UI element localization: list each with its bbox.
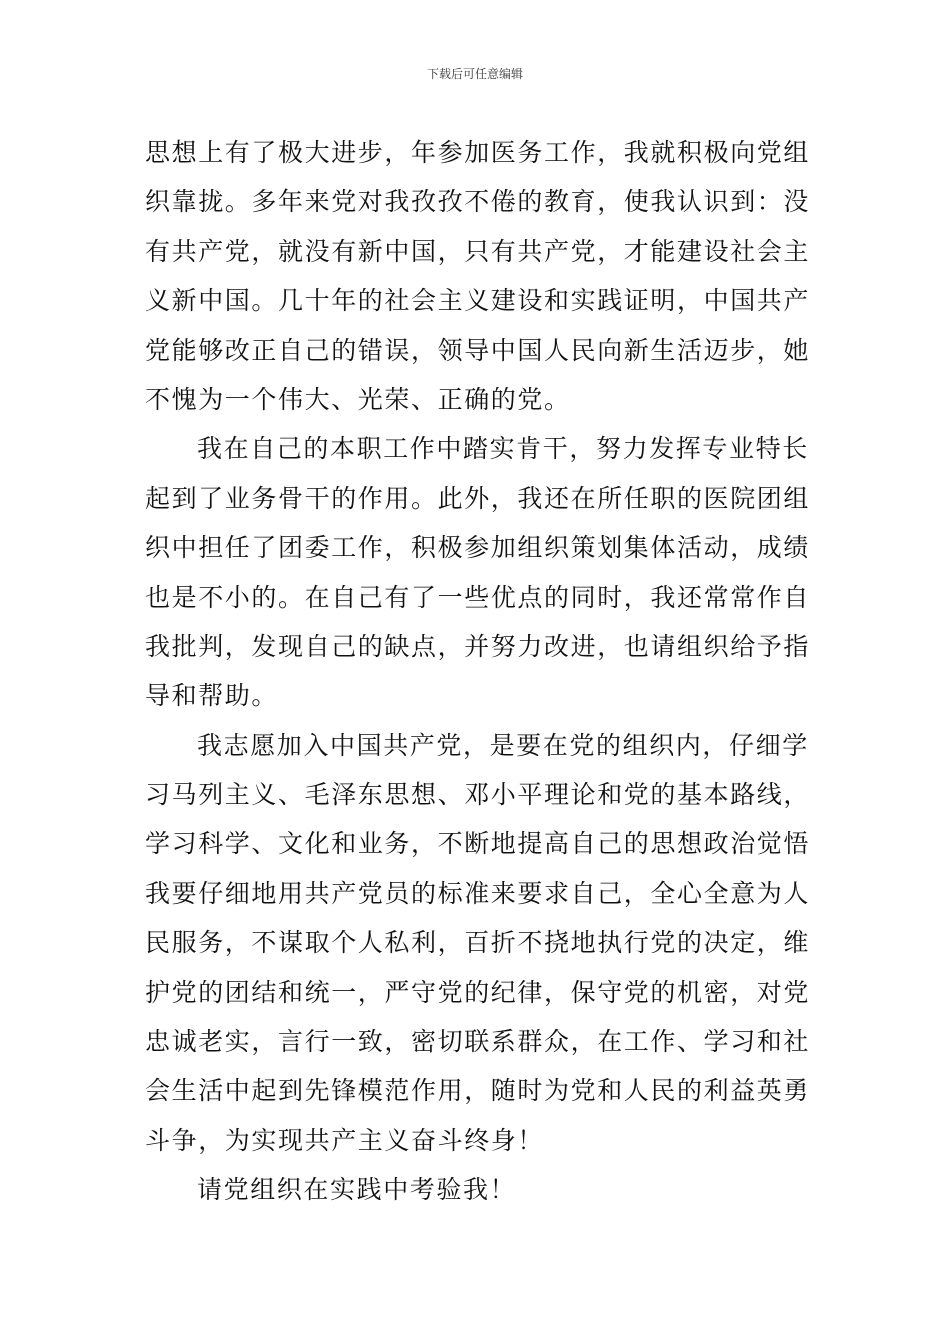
text-line: 我批判，发现自己的缺点，并努力改进，也请组织给予指 [145,631,811,661]
text-line: 思想上有了极大进步，年参加医务工作，我就积极向党组 [145,138,811,167]
text-line: 护党的团结和统一，严守党的纪律，保守党的机密，对党 [145,977,811,1007]
text-line: 习马列主义、毛泽东思想、邓小平理论和党的基本路线， [145,780,811,810]
text-line: 请党组织在实践中考验我！ [197,1175,517,1205]
text-line: 会生活中起到先锋模范作用，随时为党和人民的利益英勇 [145,1076,811,1106]
text-line: 党能够改正自己的错误，领导中国人民向新生活迈步，她 [145,335,811,365]
text-line: 不愧为一个伟大、光荣、正确的党。 [145,384,571,414]
text-line: 民服务，不谋取个人私利，百折不挠地执行党的决定，维 [145,928,811,958]
text-line: 也是不小的。在自己有了一些优点的同时，我还常常作自 [145,582,811,612]
text-line: 义新中国。几十年的社会主义建设和实践证明，中国共产 [145,286,811,316]
document-body [145,128,810,1215]
text-line: 织中担任了团委工作，积极参加组织策划集体活动，成绩 [145,533,811,563]
page-header: 下载后可任意编辑 [426,67,523,81]
text-line: 忠诚老实，言行一致，密切联系群众，在工作、学习和社 [145,1027,811,1057]
text-line: 我志愿加入中国共产党，是要在党的组织内，仔细学 [197,730,809,760]
text-line: 导和帮助。 [145,681,279,711]
text-line: 我在自己的本职工作中踏实肯干，努力发挥专业特长 [197,434,809,464]
text-line: 斗争，为实现共产主义奋斗终身！ [145,1125,545,1155]
text-line: 我要仔细地用共产党员的标准来要求自己，全心全意为人 [145,878,811,908]
text-line: 学习科学、文化和业务，不断地提高自己的思想政治觉悟 [145,829,811,859]
text-line: 起到了业务骨干的作用。此外，我还在所任职的医院团组 [145,483,811,513]
text-line: 有共产党，就没有新中国，只有共产党，才能建设社会主 [145,236,811,266]
text-line: 织靠拢。多年来党对我孜孜不倦的教育，使我认识到：没 [145,187,811,217]
